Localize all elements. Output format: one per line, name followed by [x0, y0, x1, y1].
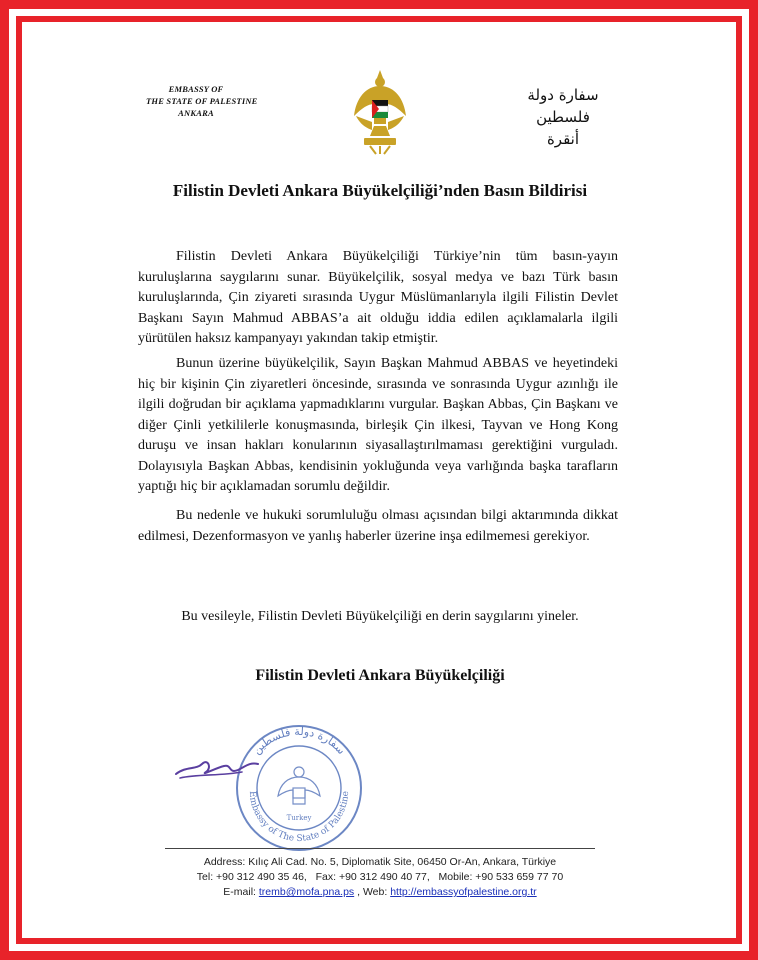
header-arabic-line: سفارة دولة فلسطين [527, 86, 599, 126]
signature-title: Filistin Devleti Ankara Büyükelçiliği [255, 667, 505, 684]
embassy-header-arabic [508, 84, 618, 150]
handwritten-signature-icon [172, 744, 272, 788]
paragraph-3: Bu nedenle ve hukuki sorumluluğu olması açısından bilgi aktarımında dikkat edilmesi, Dezenformasyon ve yanlış haberler üzerine inşa edilmemesi gerekiyor. [138, 508, 618, 544]
footer-phones [100, 870, 660, 885]
palestine-eagle-emblem-icon [352, 64, 408, 156]
header-arabic-line: أنقرة [546, 130, 580, 148]
stamp-english-text: Embassy of The State of Palestine [246, 790, 352, 845]
paragraph-2: Bunun üzerine büyükelçilik, Sayın Başkan Mahmud ABBAS ve heyetindeki hiç bir kişinin Çin ziyaretleri öncesinde, sırasında ve sonrasında Uygur azınlığı ile ilgili doğrudan bir açıklama yapmadıklarını vurgular. Başkan Abbas, Çin Başkanı ve diğer Çinli yetkililerle konuşmasında, birleşik Çin ilkesi, Tayvan ve Hong Kong duruşu ve insan hakları konularının siyasallaştırılmaması gerektiğini vurguladı. Dolayısıyla Başkan Abbas, kendisinin yokluğunda veya varlığında başka tarafların yaptığı hiç bir açıklamadan sorumlu değildir. [138, 356, 618, 494]
header-line: ANKARA [178, 108, 214, 118]
embassy-stamp-icon [228, 722, 370, 854]
paragraph-1: Filistin Devleti Ankara Büyükelçiliği Türkiye’nin tüm basın-yayın kuruluşlarına saygılarını sunar. Büyükelçilik, sosyal medya ve bazı Türk basın kuruluşlarında, Çin ziyareti sırasında Uygur Müslümanlarıyla ilgili Filistin Devlet Başkanı Sayın Mahmud ABBAS’a ait olduğu iddia edilen açıklamalarla ilgili yürütülen haksız kampanyayı yakından takip etmiştir. [138, 249, 618, 346]
header-line: EMBASSY OF [168, 84, 224, 94]
header-line: THE STATE OF PALESTINE [146, 96, 258, 106]
footer-fax: Fax: +90 312 490 40 77, [315, 871, 430, 883]
footer-address: Address: Kılıç Ali Cad. No. 5, Diplomatik Site, 06450 Or-An, Ankara, Türkiye [203, 856, 557, 868]
footer-mobile: Mobile: +90 533 659 77 70 [438, 871, 564, 883]
stamp-arabic-text: سفارة دولة فلسطين [250, 724, 348, 757]
website-link[interactable]: http://embassyofpalestine.org.tr [390, 886, 537, 898]
embassy-header-english [146, 83, 258, 119]
email-link[interactable]: tremb@mofa.pna.ps [258, 886, 355, 898]
stamp-inner-text: Turkey [286, 814, 312, 822]
footer-email-label: E-mail: [223, 886, 256, 898]
footer-links [100, 885, 660, 900]
document-title: Filistin Devleti Ankara Büyükelçiliği’nden Basın Bildirisi [172, 181, 588, 200]
footer-tel: Tel: +90 312 490 35 46, [196, 871, 307, 883]
footer-web-label: , Web: [357, 886, 388, 898]
closing-sentence: Bu vesileyle, Filistin Devleti Büyükelçiliği en derin saygılarını yineler. [181, 609, 579, 624]
footer-divider [165, 848, 595, 849]
footer-contact [100, 855, 660, 900]
